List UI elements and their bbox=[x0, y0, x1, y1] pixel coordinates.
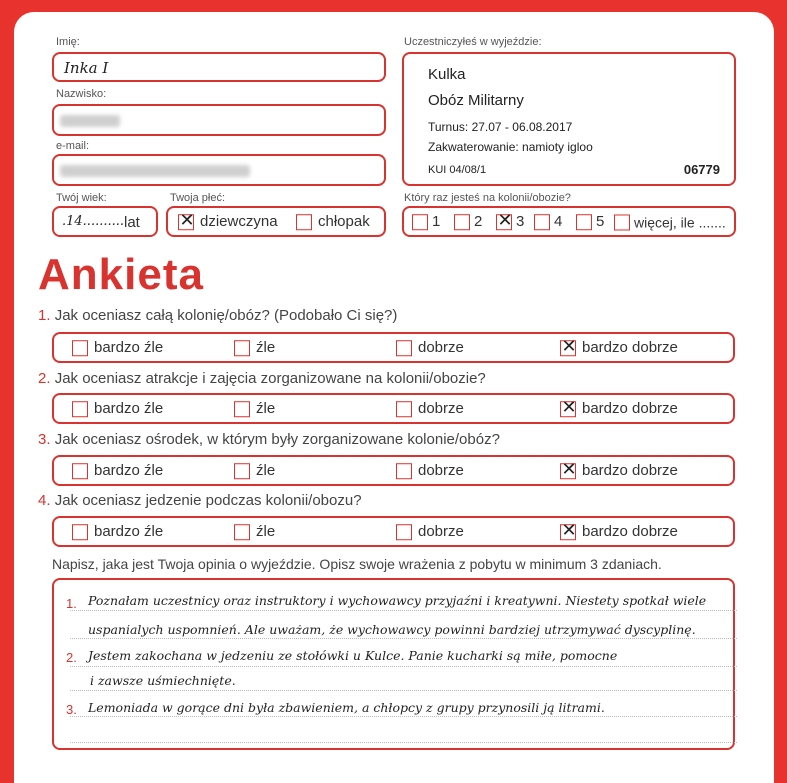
ruled-line bbox=[70, 666, 737, 667]
opinion-number: 1. bbox=[66, 596, 77, 611]
camp-code: KUI 04/08/1 bbox=[428, 164, 487, 176]
option-bardzo-dobrze[interactable] bbox=[560, 396, 678, 418]
question-number: 4. bbox=[38, 492, 51, 509]
option-checkbox[interactable] bbox=[396, 524, 412, 540]
times-checkbox[interactable] bbox=[454, 214, 470, 230]
email-redacted bbox=[60, 165, 250, 177]
option-label: źle bbox=[256, 339, 276, 357]
option-checkbox-checked[interactable]: ✕ bbox=[561, 335, 577, 357]
times-option-label: 3 bbox=[516, 213, 525, 231]
option-label: bardzo źle bbox=[94, 339, 164, 357]
turnus: Turnus: 27.07 - 06.08.2017 bbox=[428, 120, 573, 134]
question-2-options bbox=[52, 393, 735, 424]
option-bardzo-dobrze[interactable] bbox=[560, 458, 678, 480]
times-option-1[interactable] bbox=[412, 213, 440, 231]
option-checkbox[interactable] bbox=[396, 463, 412, 479]
times-label: Który raz jesteś na kolonii/obozie? bbox=[404, 192, 571, 204]
option-checkbox[interactable] bbox=[72, 524, 88, 540]
option-dobrze[interactable] bbox=[396, 339, 464, 357]
gender-option-label: chłopak bbox=[318, 213, 370, 231]
question-number: 3. bbox=[38, 431, 51, 448]
question-text: Jak oceniasz atrakcje i zajęcia zorganizowane na kolonii/obozie? bbox=[54, 370, 486, 387]
option-checkbox[interactable] bbox=[72, 463, 88, 479]
question-1 bbox=[38, 307, 397, 324]
option-label: źle bbox=[256, 462, 276, 480]
opinion-line: Lemoniada w gorące dni była zbawieniem, a chłopcy z grupy przynosili ją litrami. bbox=[88, 700, 605, 715]
name-value: Inka I bbox=[64, 59, 109, 77]
survey-title: Ankieta bbox=[38, 250, 204, 299]
option-label: dobrze bbox=[418, 400, 464, 418]
age-label: Twój wiek: bbox=[56, 192, 107, 204]
option-checkbox[interactable] bbox=[396, 340, 412, 356]
option-label: bardzo źle bbox=[94, 462, 164, 480]
participant-number: 06779 bbox=[683, 162, 720, 177]
option-checkbox-checked[interactable]: ✕ bbox=[561, 396, 577, 418]
option-dobrze[interactable] bbox=[396, 523, 464, 541]
option-zle[interactable] bbox=[234, 339, 275, 357]
opinion-number: 2. bbox=[66, 650, 77, 665]
participant-line1: Kulka bbox=[428, 66, 466, 83]
times-option-2[interactable] bbox=[454, 213, 482, 231]
option-checkbox[interactable] bbox=[234, 401, 250, 417]
option-label: źle bbox=[256, 400, 276, 418]
option-checkbox-checked[interactable]: ✕ bbox=[561, 519, 577, 541]
option-bardzo-dobrze[interactable] bbox=[560, 335, 678, 357]
question-text: Jak oceniasz jedzenie podczas kolonii/obozu? bbox=[54, 492, 362, 509]
option-checkbox[interactable] bbox=[72, 340, 88, 356]
option-label: bardzo dobrze bbox=[582, 523, 678, 541]
gender-boy-checkbox[interactable] bbox=[296, 214, 312, 230]
name-label: Imię: bbox=[56, 36, 80, 48]
times-option-4[interactable] bbox=[534, 213, 562, 231]
participant-label: Uczestniczyłeś w wyjeździe: bbox=[404, 36, 542, 48]
times-option-more[interactable] bbox=[614, 213, 726, 230]
option-dobrze[interactable] bbox=[396, 400, 464, 418]
option-checkbox[interactable] bbox=[234, 463, 250, 479]
option-bardzo-zle[interactable] bbox=[72, 339, 163, 357]
age-value: .14.......... bbox=[62, 214, 124, 229]
option-label: dobrze bbox=[418, 339, 464, 357]
surname-redacted bbox=[60, 115, 120, 127]
email-label: e-mail: bbox=[56, 140, 90, 152]
question-text: Jak oceniasz całą kolonię/obóz? (Podobało Ci się?) bbox=[54, 307, 398, 324]
gender-option-boy[interactable] bbox=[296, 213, 370, 231]
opinion-prompt: Napisz, jaka jest Twoja opinia o wyjeździe. Opisz swoje wrażenia z pobytu w minimum 3 zdaniach. bbox=[52, 556, 662, 572]
gender-girl-checkbox[interactable]: ✕ bbox=[179, 209, 195, 231]
question-4-options bbox=[52, 516, 735, 547]
age-field[interactable] bbox=[52, 206, 158, 237]
times-checkbox[interactable] bbox=[412, 214, 428, 230]
option-label: bardzo dobrze bbox=[582, 339, 678, 357]
gender-label: Twoja płeć: bbox=[170, 192, 226, 204]
question-4 bbox=[38, 492, 362, 509]
opinion-line: i zawsze uśmiechnięte. bbox=[90, 673, 236, 688]
times-option-label: 4 bbox=[554, 213, 563, 231]
ruled-line bbox=[70, 742, 737, 743]
question-1-options bbox=[52, 332, 735, 363]
option-label: dobrze bbox=[418, 462, 464, 480]
accommodation: Zakwaterowanie: namioty igloo bbox=[428, 140, 593, 154]
times-checkbox-checked[interactable]: ✕ bbox=[497, 209, 513, 231]
gender-option-girl[interactable] bbox=[178, 209, 278, 231]
option-checkbox[interactable] bbox=[396, 401, 412, 417]
question-text: Jak oceniasz ośrodek, w którym były zorganizowane kolonie/obóz? bbox=[54, 431, 500, 448]
times-checkbox[interactable] bbox=[534, 214, 550, 230]
times-field bbox=[402, 206, 736, 237]
name-field[interactable] bbox=[52, 52, 386, 82]
option-bardzo-dobrze[interactable] bbox=[560, 519, 678, 541]
ruled-line bbox=[70, 638, 737, 639]
option-label: dobrze bbox=[418, 523, 464, 541]
participant-line2: Obóz Militarny bbox=[428, 92, 524, 109]
ruled-line bbox=[70, 690, 737, 691]
opinion-line: Poznałam uczestnicy oraz instruktory i wychowawcy przyjaźni i kreatywni. Niestety spotkał wiele bbox=[88, 593, 707, 608]
email-field[interactable] bbox=[52, 154, 386, 186]
gender-option-label: dziewczyna bbox=[200, 213, 278, 231]
surname-field[interactable] bbox=[52, 104, 386, 136]
option-bardzo-zle[interactable] bbox=[72, 523, 163, 541]
age-unit: lat bbox=[124, 214, 140, 231]
question-number: 1. bbox=[38, 307, 51, 324]
option-label: bardzo źle bbox=[94, 400, 164, 418]
option-zle[interactable] bbox=[234, 400, 275, 418]
option-label: źle bbox=[256, 523, 276, 541]
question-number: 2. bbox=[38, 370, 51, 387]
times-option-label: 1 bbox=[432, 213, 441, 231]
option-zle[interactable] bbox=[234, 523, 275, 541]
opinion-line: uspanialych uspomnień. Ale uważam, że wychowawcy powinni bardziej utrzymywać dyscyplinę. bbox=[88, 622, 696, 637]
times-option-5[interactable] bbox=[576, 213, 604, 231]
option-bardzo-zle[interactable] bbox=[72, 400, 163, 418]
option-checkbox[interactable] bbox=[72, 401, 88, 417]
option-dobrze[interactable] bbox=[396, 462, 464, 480]
gender-field bbox=[166, 206, 386, 237]
times-option-label: 2 bbox=[474, 213, 483, 231]
ruled-line bbox=[70, 716, 737, 717]
surname-label: Nazwisko: bbox=[56, 88, 107, 100]
times-option-label: 5 bbox=[596, 213, 605, 231]
question-3-options bbox=[52, 455, 735, 486]
participant-box bbox=[402, 52, 736, 186]
option-bardzo-zle[interactable] bbox=[72, 462, 163, 480]
option-label: bardzo dobrze bbox=[582, 462, 678, 480]
times-checkbox[interactable] bbox=[576, 214, 592, 230]
times-option-3[interactable] bbox=[496, 209, 525, 231]
ruled-line bbox=[70, 610, 737, 611]
option-checkbox[interactable] bbox=[234, 524, 250, 540]
question-2 bbox=[38, 370, 486, 387]
times-checkbox[interactable] bbox=[614, 214, 630, 230]
option-label: bardzo dobrze bbox=[582, 400, 678, 418]
option-checkbox-checked[interactable]: ✕ bbox=[561, 458, 577, 480]
option-zle[interactable] bbox=[234, 462, 275, 480]
times-option-label: więcej, ile ....... bbox=[634, 214, 726, 231]
option-label: bardzo źle bbox=[94, 523, 164, 541]
option-checkbox[interactable] bbox=[234, 340, 250, 356]
opinion-number: 3. bbox=[66, 702, 77, 717]
question-3 bbox=[38, 431, 500, 448]
opinion-line: Jestem zakochana w jedzeniu ze stołówki u Kulce. Panie kucharki są miłe, pomocne bbox=[88, 648, 618, 663]
